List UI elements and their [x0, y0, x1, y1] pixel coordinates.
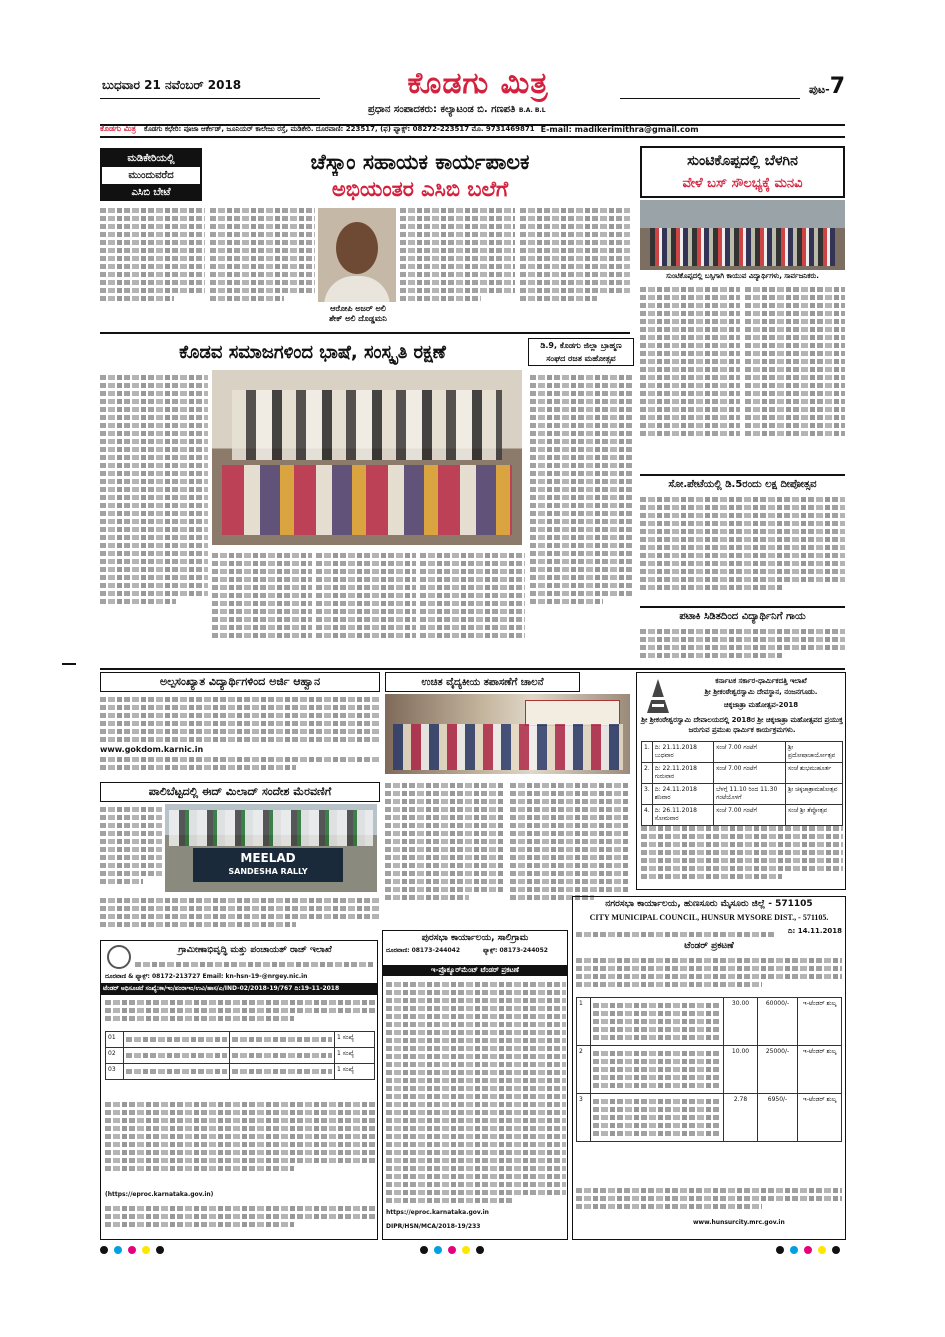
- page-number-box: [809, 74, 845, 99]
- registration-marks-left: [100, 1246, 164, 1254]
- bus-body-col-1: [640, 284, 740, 474]
- lead-body-col-3: [400, 205, 515, 330]
- reg-dot-r-cyan: [790, 1246, 798, 1254]
- temple-ad: [636, 672, 846, 890]
- row-cost: ಇ-ಟೆಂಡರ್ ಶುಲ್ಕ: [798, 998, 842, 1046]
- row-sl: 3.: [642, 784, 653, 805]
- brahmana-body: [530, 372, 634, 662]
- health-camp-banner: [525, 700, 620, 726]
- minority-rule: [100, 668, 845, 670]
- reg-dot-c-magenta: [448, 1246, 456, 1254]
- lead-headline-2: ಅಭಿಯಂತರ ಎಸಿಬಿ ಬಲೆಗೆ: [331, 176, 509, 201]
- row-description: [591, 1046, 724, 1094]
- reg-dot-magenta: [128, 1246, 136, 1254]
- purasabha-title: ಪುರಸಭಾ ಕಾರ್ಯಾಲಯ, ಸಾಲಿಗ್ರಾಮ: [421, 933, 529, 943]
- row-sl: 03: [106, 1064, 124, 1080]
- row-sl: 2: [577, 1046, 591, 1094]
- bus-headline-2: ವೇಳೆ ಬಸ್ ಸೌಲಭ್ಯಕ್ಕೆ ಮನವಿ: [682, 175, 803, 191]
- health-body-col-1: [385, 780, 505, 930]
- reg-dot-cyan: [114, 1246, 122, 1254]
- panchayat-tender-table: [105, 1031, 375, 1080]
- minority-body: [100, 694, 380, 780]
- row-sl: 02: [106, 1048, 124, 1064]
- accused-photo: [318, 208, 396, 302]
- row-amount: 2.78: [724, 1094, 758, 1142]
- reg-dot-r-black-2: [832, 1246, 840, 1254]
- row-amount: 10.00: [724, 1046, 758, 1094]
- kodava-body-col-2: [212, 550, 312, 662]
- row-sl: 01: [106, 1032, 124, 1048]
- row-sl: 1.: [642, 742, 653, 763]
- reg-dot-c-black-2: [476, 1246, 484, 1254]
- govt-seal-icon: [107, 945, 131, 969]
- eid-headline: ಪಾಲಿಬೆಟ್ಟದಲ್ಲಿ ಈದ್ ಮಿಲಾದ್ ಸಂದೇಶ ಮೆರವಣಿಗೆ: [100, 782, 380, 802]
- deepotsava-headline: ಸೋ.ಪೇಟೆಯಲ್ಲಿ ಡಿ.5ರಂದು ಲಕ್ಷ ದೀಪೋತ್ಸವ: [640, 474, 845, 492]
- masthead: [100, 68, 845, 126]
- temple-line-4: ಶ್ರೀ ಶ್ರೀಕಂಠೇಶ್ವರಸ್ವಾಮಿ ದೇವಾಲಯದಲ್ಲಿ 2018ರ ಶ್ರೀ ಚಿಕ್ಕಜಾತ್ರಾ ಮಹೋತ್ಸವದ ಪ್ರಯುಕ್ತ ಜರುಗುವ ಪ್ರಮುಖ ಧಾರ್ಮಿಕ ಕಾರ್ಯಕ್ರಮಗಳು.: [641, 716, 843, 734]
- kodava-standing-row: [232, 390, 502, 460]
- row-location: [229, 1032, 335, 1048]
- bus-stop-crowd: [650, 228, 835, 266]
- panchayat-footer: [105, 1203, 375, 1239]
- brahmana-headline-2: ಸಂಘದ ರಜತ ಮಹೋತ್ಸವ: [546, 353, 616, 363]
- eid-rally-photo: [165, 804, 377, 892]
- row-cost: ಇ-ಟೆಂಡರ್ ಶುಲ್ಕ: [798, 1046, 842, 1094]
- patake-body: [640, 626, 845, 666]
- row-cost: ಇ-ಟೆಂಡರ್ ಶುಲ್ಕ: [798, 1094, 842, 1142]
- table-row: [577, 1046, 842, 1094]
- temple-schedule-table: [641, 741, 843, 826]
- reg-dot-c-yellow: [462, 1246, 470, 1254]
- municipal-notice: ಟೆಂಡರ್ ಪ್ರಕಟಣೆ: [684, 941, 734, 951]
- deepotsava-body: [640, 494, 845, 604]
- panchayat-intro: [105, 997, 375, 1027]
- registration-marks-center: [420, 1246, 484, 1254]
- panchayat-notice: ಟೆಂಡರ್ ಅಧಿಸೂಚನೆ ಸಂಖ್ಯೆ:ಕಾ/ಇಂ/ಪಂರಾಇಂ/ಉವಿ/ಹಾಸ/ಎ/IND-02/2018-19/767 ದಿ:19-11-2018: [101, 983, 377, 995]
- registration-marks-right: [776, 1246, 840, 1254]
- temple-line-2: ಶ್ರೀ ಶ್ರೀಕಂಠೇಶ್ವರಸ್ವಾಮಿ ದೇವಸ್ಥಾನ, ನಂಜನಗೂಡು.: [704, 688, 818, 696]
- accused-caption-2: ಶೇಕ್ ಅಲಿ ದೊಡ್ಡಮನಿ: [329, 314, 387, 323]
- purasabha-notice: ಇ-ಪ್ರೊಕ್ಯೂರ್‌ಮೆಂಟ್ ಟೆಂಡರ್ ಪ್ರಕಟಣೆ: [383, 965, 567, 976]
- editor-degree: B.A. B.L: [518, 107, 546, 114]
- contact-email: E-mail: madikerimithra@gmail.com: [540, 124, 699, 134]
- brahmana-box: [528, 338, 634, 366]
- kodava-seated-row: [222, 465, 512, 535]
- row-sl: 2.: [642, 763, 653, 784]
- row-count: 1 ಸಂಖ್ಯೆ: [335, 1048, 375, 1064]
- row-time: ಸಂಜೆ 7.00 ಗಂಟೆಗೆ: [714, 805, 786, 826]
- purasabha-ref: DIPR/HSN/MCA/2018-19/233: [386, 1223, 481, 1230]
- row-sl: 1: [577, 998, 591, 1046]
- minority-website[interactable]: www.gokdom.karnic.in: [100, 745, 204, 754]
- kicker-line-2: ಮುಂದುವರೆದ: [102, 167, 200, 184]
- row-emd: 25000/-: [758, 1046, 798, 1094]
- panchayat-terms: [105, 1099, 375, 1189]
- table-row: [106, 1048, 375, 1064]
- eid-body-left: [100, 804, 162, 894]
- acb-kicker: [100, 148, 202, 201]
- bus-story-box: [640, 146, 845, 198]
- purasabha-fax: ಫ್ಯಾಕ್ಸ್: 08173-244052: [483, 947, 548, 954]
- row-description: [124, 1064, 230, 1080]
- bus-headline-1: ಸುಂಟಿಕೊಪ್ಪದಲ್ಲಿ ಬೆಳಗಿನ: [687, 153, 798, 169]
- reg-dot-r-magenta: [804, 1246, 812, 1254]
- municipal-title-kn: ನಗರಸಭಾ ಕಾರ್ಯಾಲಯ, ಹುಣಸೂರು ಮೈಸೂರು ಜಿಲ್ಲೆ - 571105: [605, 899, 813, 909]
- reg-dot-r-yellow: [818, 1246, 826, 1254]
- municipal-intro: [576, 955, 842, 995]
- municipal-ref-line: [576, 929, 776, 940]
- row-amount: 30.00: [724, 998, 758, 1046]
- health-camp-people: [393, 724, 623, 770]
- row-count: 1 ಸಂಖ್ಯೆ: [335, 1064, 375, 1080]
- row-emd: 60000/-: [758, 998, 798, 1046]
- row-location: [229, 1048, 335, 1064]
- kodava-body-col-4: [420, 550, 525, 662]
- municipal-ad: [572, 896, 846, 1240]
- bus-photo-caption: ಸುಂಟಿಕೊಪ್ಪದಲ್ಲಿ ಬಸ್ಸಿಗಾಗಿ ಕಾಯುವ ವಿದ್ಯಾರ್ಥಿಗಳು, ಸಾರ್ವಜನಿಕರು.: [666, 272, 819, 280]
- masthead-rule-left: [100, 98, 320, 99]
- photo-shirt: [324, 276, 390, 302]
- reg-dot-c-black: [420, 1246, 428, 1254]
- meelad-banner-subtitle: SANDESHA RALLY: [228, 867, 308, 876]
- issue-date: ಬುಧವಾರ 21 ನವೆಂಬರ್ 2018: [102, 78, 242, 92]
- panchayat-ad: [100, 940, 378, 1240]
- row-event: ಶ್ರೀ ಪ್ರದೋಷಾಚಾರ್ಯೋತ್ಸವ: [785, 742, 842, 763]
- table-row: [642, 742, 843, 763]
- paper-logo: ಕೊಡಗು ಮಿತ್ರ: [407, 66, 549, 101]
- row-emd: 6950/-: [758, 1094, 798, 1142]
- meelad-banner: [193, 848, 343, 882]
- row-location: [229, 1064, 335, 1080]
- row-date: ದಿ: 24.11.2018 ಶನಿವಾರ: [652, 784, 713, 805]
- municipal-tender-table: [576, 997, 842, 1142]
- purasabha-ad: [382, 930, 568, 1240]
- temple-line-1: ಕರ್ನಾಟಕ ಸರ್ಕಾರ-ಧಾರ್ಮಿಕದತ್ತಿ ಇಲಾಖೆ: [715, 677, 807, 685]
- kodava-rule: [100, 332, 630, 334]
- row-description: [591, 1094, 724, 1142]
- brahmana-headline-1: ಡಿ.9, ಕೊಡಗು ಜಿಲ್ಲಾ ಬ್ರಾಹ್ಮಣ: [540, 340, 622, 350]
- contact-line: ಕೊಡಗು ಕಛೇರಿ: ಪೂಜಾ ಆರ್ಕೇಡ್, ಜೂನಿಯರ್ ಕಾಲೇಜು ರಸ್ತೆ, ಮಡಿಕೇರಿ. ದೂರವಾಣಿ: 223517, (ಫ) ಫ್ಯಾಕ್ಸ್: 08272-223517 ಮೊ. 9731469871: [144, 124, 535, 133]
- contact-strip: [100, 122, 845, 138]
- margin-dash: [62, 663, 76, 665]
- table-row: [106, 1064, 375, 1080]
- kodava-body-col-3: [316, 550, 416, 662]
- row-count: 1 ಸಂಖ್ಯೆ: [335, 1032, 375, 1048]
- table-row: [642, 763, 843, 784]
- row-date: ದಿ: 22.11.2018 ಗುರುವಾರ: [652, 763, 713, 784]
- municipal-website[interactable]: www.hunsurcity.mrc.gov.in: [693, 1219, 785, 1226]
- kicker-line-3: ಎಸಿಬಿ ಬೇಟೆ: [131, 187, 171, 198]
- lead-headline-1: ಚೆಸ್ಕಾಂ ಸಹಾಯಕ ಕಾರ್ಯಪಾಲಕ: [310, 149, 530, 174]
- reg-dot-yellow: [142, 1246, 150, 1254]
- row-sl: 3: [577, 1094, 591, 1142]
- row-event: ಶ್ರೀ ಚಿಕ್ಕಜಾತ್ರಾಮಹೋತ್ಸವ: [785, 784, 842, 805]
- row-time: ಸಂಜೆ 7.00 ಗಂಟೆಗೆ: [714, 763, 786, 784]
- row-date: ದಿ: 26.11.2018 ಸೋಮವಾರ: [652, 805, 713, 826]
- row-event: ಸಂಜೆ ಶುಭಮುಹೂರ್ತ: [785, 763, 842, 784]
- lead-body-col-2: [210, 205, 315, 330]
- purasabha-phone: ದೂರವಾಣಿ: 08173-244042: [386, 947, 460, 954]
- panchayat-contact: ದೂರವಾಣಿ & ಫ್ಯಾಕ್ಸ್: 08172-213727 Email: kn-hsn-19-@nrgey.nic.in: [105, 973, 308, 980]
- municipal-date: ದಿ: 14.11.2018: [787, 927, 842, 935]
- health-headline: ಉಚಿತ ವೈದ್ಯಕೀಯ ತಪಾಸಣೆಗೆ ಚಾಲನೆ: [385, 672, 580, 692]
- kodava-headline: ಕೊಡವ ಸಮಾಜಗಳಿಂದ ಭಾಷೆ, ಸಂಸ್ಕೃತಿ ರಕ್ಷಣೆ: [179, 341, 446, 363]
- bus-body-col-2: [745, 284, 845, 474]
- reg-dot-black: [100, 1246, 108, 1254]
- eid-rally-crowd: [169, 810, 373, 846]
- purasabha-body: [386, 979, 566, 1205]
- editor-line: [368, 104, 546, 115]
- editor-name: ಪ್ರಧಾನ ಸಂಪಾದಕರು: ಕಲ್ಯಾಟಂಡ ಬಿ. ಗಣಪತಿ: [368, 104, 516, 115]
- row-event: ಸಂಜೆ ಶ್ರೀ ತೆಪ್ಪೋತ್ಸವ: [785, 805, 842, 826]
- reg-dot-r-black: [776, 1246, 784, 1254]
- photo-face: [336, 222, 378, 274]
- row-description: [124, 1032, 230, 1048]
- minority-headline: ಅಲ್ಪಸಂಖ್ಯಾತ ವಿದ್ಯಾರ್ಥಿಗಳಿಂದ ಅರ್ಜಿ ಆಹ್ವಾನ: [100, 672, 380, 692]
- row-time: ಬೆಳಗ್ಗೆ 11.10 ರಿಂದ 11.30 ಗಂಟೆಯೊಳಗೆ: [714, 784, 786, 805]
- patake-headline: ಪಟಾಕಿ ಸಿಡಿತದಿಂದ ವಿದ್ಯಾರ್ಥಿನಿಗೆ ಗಾಯ: [640, 606, 845, 624]
- page-number: 7: [829, 74, 845, 99]
- accused-caption-1: ಆರೋಪಿ ಅಜರ್ ಅಲಿ: [330, 304, 386, 313]
- bus-stop-photo: [640, 200, 845, 270]
- meelad-banner-title: MEELAD: [240, 851, 296, 865]
- panchayat-subline: [135, 959, 375, 970]
- reg-dot-c-cyan: [434, 1246, 442, 1254]
- eid-body-bottom: [100, 895, 380, 937]
- kicker-line-1: ಮಡಿಕೇರಿಯಲ್ಲಿ: [127, 153, 175, 164]
- temple-gopura-icon: [643, 677, 673, 715]
- table-row: [577, 998, 842, 1046]
- row-description: [591, 998, 724, 1046]
- purasabha-website[interactable]: https://eproc.karnataka.gov.in: [386, 1209, 489, 1216]
- contact-logo: ಕೊಡಗು ಮಿತ್ರ: [100, 124, 137, 133]
- lead-body-col-1: [100, 205, 205, 330]
- kodava-group-photo: [212, 370, 522, 545]
- row-time: ಸಂಜೆ 7.00 ಗಂಟೆಗೆ: [714, 742, 786, 763]
- page-label: ಪುಟ-: [808, 83, 830, 96]
- temple-line-3: ಚಿಕ್ಕಜಾತ್ರಾ ಮಹೋತ್ಸವ-2018: [723, 701, 799, 709]
- kodava-body-col-1: [100, 372, 208, 662]
- row-sl: 4.: [642, 805, 653, 826]
- row-date: ದಿ: 21.11.2018 ಬುಧವಾರ: [652, 742, 713, 763]
- row-description: [124, 1048, 230, 1064]
- table-row: [106, 1032, 375, 1048]
- table-row: [577, 1094, 842, 1142]
- masthead-rule-right: [620, 98, 800, 99]
- panchayat-website[interactable]: (https://eproc.karnataka.gov.in): [105, 1191, 214, 1198]
- lead-body-col-4: [520, 205, 630, 330]
- reg-dot-black-2: [156, 1246, 164, 1254]
- temple-ad-footer: [641, 823, 843, 887]
- health-camp-photo: [385, 694, 630, 774]
- panchayat-title: ಗ್ರಾಮೀಣಾಭಿವೃದ್ಧಿ ಮತ್ತು ಪಂಚಾಯತ್ ರಾಜ್ ಇಲಾಖೆ: [178, 945, 332, 955]
- municipal-title-en: CITY MUNICIPAL COUNCIL, HUNSUR MYSORE DIST., - 571105.: [589, 913, 829, 922]
- table-row: [642, 784, 843, 805]
